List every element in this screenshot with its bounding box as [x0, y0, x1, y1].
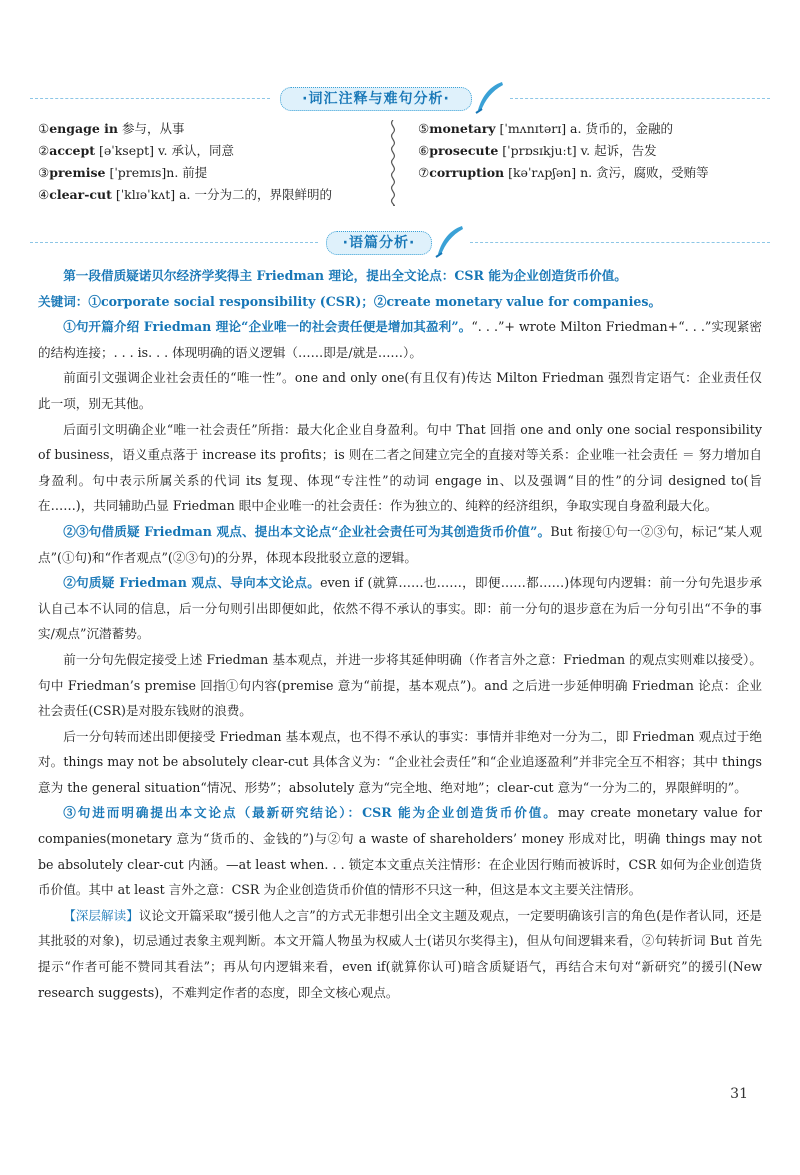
keywords-line: 关键词：①corporate social responsibility (CSR)；②create monetary value for companies。	[38, 293, 662, 309]
vocab-column-left	[38, 118, 332, 206]
banner-divider	[30, 242, 318, 243]
analysis-paragraph: 前一分句先假定接受上述 Friedman 基本观点，并进一步将其延伸明确（作者言外之意：Friedman 的观点实则难以接受）。句中 Friedman’s premise 回指①句内容(premise 意为“前提，基本观点”)。and 之后进一步延伸明确 Friedman 论点：企业社会责任(CSR)是对股东钱财的浪费。	[38, 651, 762, 719]
vocab-column-right	[418, 118, 709, 184]
analysis-paragraph: ②③句借质疑 Friedman 观点、提出本文论点“企业社会责任可为其创造货币价值”。But 衔接①句一②③句，标记“某人观点”(①句)和“作者观点”(②③句)的分界，体现本段批驳立意的逻辑。	[38, 523, 763, 565]
vocab-item: ⑤monetary [ˈmʌnɪtərɪ] a. 货币的，金融的	[418, 121, 673, 136]
banner-divider	[510, 98, 770, 99]
analysis-paragraph: ①句开篇介绍 Friedman 理论“企业唯一的社会责任便是增加其盈利”。“. . .”+ wrote Milton Friedman+“. . .”实现紧密的结构连接；. . . is. . . 体现明确的语义逻辑（……即是/就是……）。	[38, 319, 762, 360]
analysis-paragraph: ③句进而明确提出本文论点（最新研究结论）：CSR 能为企业创造货币价值。may create monetary value for companies(monetary 意为“货币的、金钱的”)与②句 a waste of shareholders’ money 形成对比，明确 things may not be absolutely clear-cut 内涵。—at least when. . . 锁定本文重点关注情形：在企业因行贿而被诉时，CSR 如何为企业创造货币价值。其中 at least 言外之意：CSR 为企业创造货币价值的情形不只这一种，但这是本文主要关注情形。	[38, 805, 762, 898]
page-number: 31	[730, 1086, 748, 1102]
analysis-section-banner	[0, 226, 800, 258]
vocab-item: ③premise [ˈpremɪs]n. 前提	[38, 165, 208, 180]
vocab-item: ⑦corruption [kəˈrʌpʃən] n. 贪污，腐败，受贿等	[418, 165, 709, 180]
analysis-body	[38, 263, 762, 1005]
vocab-item: ①engage in 参与，从事	[38, 121, 185, 136]
analysis-paragraph: 后面引文明确企业“唯一社会责任”所指：最大化企业自身盈利。句中 That 回指 one and only one social responsibility of business，语义重点落于 increase its profits；is 则在二者之间建立完全的直接对等关系：企业唯一社会责任 ＝ 努力增加自身盈利。句中表示所属关系的代词 its 复现、体现“专注性”的动词 engage in、以及强调“目的性”的分词 designed to(旨在……)，共同辅助凸显 Friedman 眼中企业唯一的社会责任：作为独立的、纯粹的经济组织，争取实现自身盈利最大化。	[38, 421, 762, 514]
banner-divider	[30, 98, 270, 99]
quill-icon	[472, 80, 506, 116]
vocab-item: ⑥prosecute [ˈprɒsɪkjuːt] v. 起诉，告发	[418, 143, 657, 158]
banner-divider	[470, 242, 770, 243]
paragraph-summary: 第一段借质疑诺贝尔经济学奖得主 Friedman 理论，提出全文论点：CSR 能为企业创造货币价值。	[63, 268, 627, 283]
analysis-section-title: ·语篇分析·	[326, 231, 432, 255]
analysis-paragraph: 前面引文强调企业社会责任的“唯一性”。one and only one(有且仅有)传达 Milton Friedman 强烈肯定语气：企业责任仅此一项，别无其他。	[38, 370, 762, 411]
vocab-item: ④clear-cut [ˈklɪəˈkʌt] a. 一分为二的，界限鲜明的	[38, 187, 332, 202]
quill-icon	[432, 224, 466, 260]
vocab-section-title: ·词汇注释与难句分析·	[280, 87, 472, 111]
spiral-divider-icon	[386, 120, 400, 206]
deep-reading-tag: 【深层解读】	[63, 907, 139, 923]
analysis-paragraph: 后一分句转而述出即便接受 Friedman 基本观点，也不得不承认的事实：事情并非绝对一分为二，即 Friedman 观点过于绝对。things may not be absolutely clear-cut 具体含义为：“企业社会责任”和“企业追逐盈利”并非完全互不相容；其中 things 意为 the general situation“情况、形势”；absolutely 意为“完全地、绝对地”；clear-cut 意为“一分为二的，界限鲜明的”。	[38, 728, 762, 795]
vocab-item: ②accept [əˈksept] v. 承认，同意	[38, 143, 234, 158]
vocab-section-banner	[0, 82, 800, 114]
analysis-paragraph: ②句质疑 Friedman 观点、导向本文论点。even if (就算……也……，即便……都……)体现句内逻辑：前一分句先退步承认自己本不认同的信息，后一分句则引出即便如此，依然不得不承认的事实。即：前一分句的退步意在为后一分句引出“不争的事实/观点”沉潜蓄势。	[38, 575, 762, 642]
deep-reading-paragraph: 【深层解读】议论文开篇采取“援引他人之言”的方式无非想引出全文主题及观点，一定要明确该引言的角色(是作者认同，还是其批驳的对象)，切忌通过表象主观判断。本文开篇人物虽为权威人士(诺贝尔奖得主)，但从句间逻辑来看，②句转折词 But 首先提示“作者可能不赞同其看法”；再从句内逻辑来看，even if(就算你认可)暗含质疑语气，再结合末句对“新研究”的援引(New research suggests)，不难判定作者的态度，即全文核心观点。	[38, 907, 763, 1000]
